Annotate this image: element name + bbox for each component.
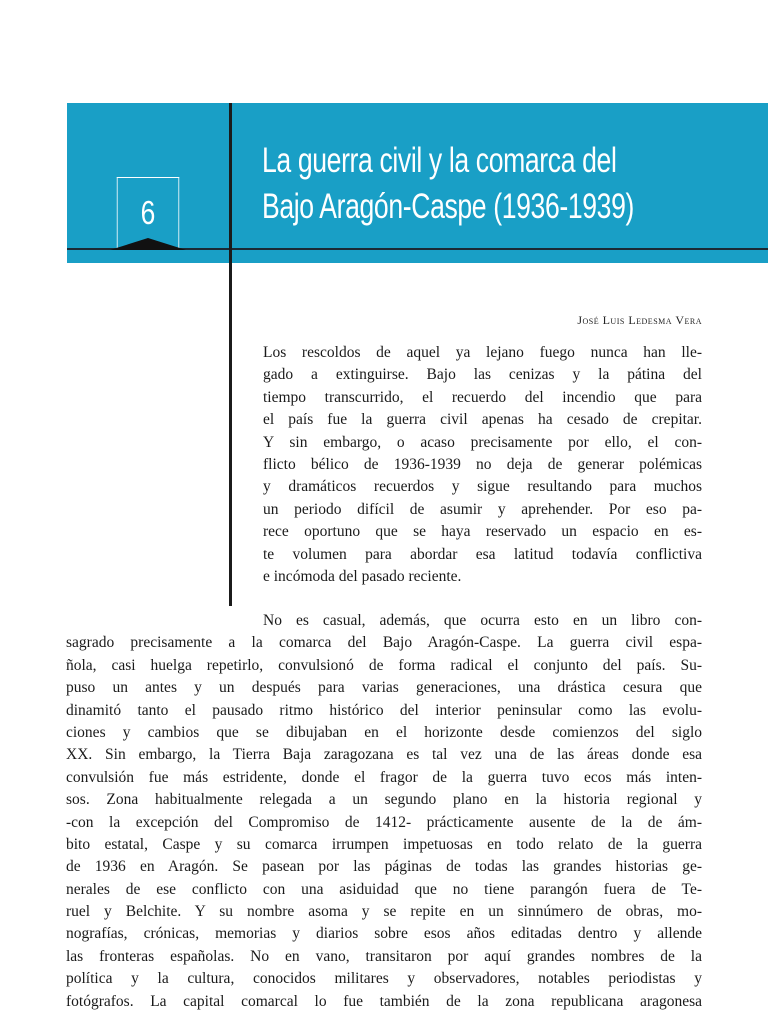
chapter-author: José Luis Ledesma Vera xyxy=(577,313,702,327)
text-line: ñola, casi huelga repetirlo, convulsionó de forma radical el conjunto del país. Su- xyxy=(66,656,702,674)
text-line: fotógrafos. La capital comarcal lo fue también de la zona republicana aragonesa xyxy=(66,992,702,1010)
chapter-marker-triangle xyxy=(110,238,186,250)
text-line: el país fue la guerra civil apenas ha cesado de crepitar. xyxy=(263,411,702,429)
text-line: e incómoda del pasado reciente. xyxy=(263,567,462,585)
text-line: ruel y Belchite. Y su nombre asoma y se repite en un sinnúmero de obras, mo- xyxy=(66,903,702,921)
text-line: nerales de ese conflicto con una asiduidad que no tiene parangón fuera de Te- xyxy=(66,880,702,898)
text-line: y dramáticos recuerdos y sigue resultando para muchos xyxy=(263,478,702,496)
chapter-title-line: La guerra civil y la comarca del xyxy=(262,141,617,180)
text-line: Y sin embargo, o acaso precisamente por ello, el con- xyxy=(263,433,702,451)
text-line: -con la excepción del Compromiso de 1412- prácticamente ausente de la de ám- xyxy=(66,813,702,831)
chapter-title-line: Bajo Aragón-Caspe (1936-1939) xyxy=(262,187,634,226)
text-line: sagrado precisamente a la comarca del Bajo Aragón-Caspe. La guerra civil espa- xyxy=(66,634,702,652)
text-line: convulsión fue más estridente, donde el fragor de la guerra tuvo ecos más inten- xyxy=(66,768,702,786)
text-line: dinamitó tanto el pausado ritmo histórico del interior peninsular como las evolu- xyxy=(66,701,702,719)
text-line: nografías, crónicas, memorias y diarios sobre esos años editadas dentro y allende xyxy=(66,925,702,943)
chapter-number: 6 xyxy=(117,177,179,249)
text-line: rece oportuno que se haya reservado un espacio en es- xyxy=(263,523,702,541)
text-line: XX. Sin embargo, la Tierra Baja zaragozana es tal vez una de las áreas donde esa xyxy=(66,746,702,764)
text-line: sos. Zona habitualmente relegada a un segundo plano en la historia regional y xyxy=(66,791,702,809)
text-line: ciones y cambios que se dibujaban en el horizonte desde comienzos del siglo xyxy=(66,723,702,741)
text-line: bito estatal, Caspe y su comarca irrumpen impetuosas en todo relato de la guerra xyxy=(66,835,702,853)
text-line: las fronteras españolas. No en vano, transitaron por aquí grandes nombres de la xyxy=(66,947,702,965)
text-line: puso un antes y un después para varias generaciones, una drástica cesura que xyxy=(66,679,702,697)
text-line: te volumen para abordar esa latitud todavía conflictiva xyxy=(263,545,702,563)
text-line: flicto bélico de 1936-1939 no deja de generar polémicas xyxy=(263,455,702,473)
vertical-rule xyxy=(229,103,232,606)
intro-paragraph xyxy=(263,342,702,588)
text-line: No es casual, además, que ocurra esto en un libro con- xyxy=(263,612,702,629)
text-line: Los rescoldos de aquel ya lejano fuego nunca han lle- xyxy=(263,344,702,361)
chapter-title xyxy=(262,138,634,230)
text-line: política y la cultura, conocidos militares y observadores, notables periodistas y xyxy=(66,970,702,988)
text-line: tiempo transcurrido, el recuerdo del incendio que para xyxy=(263,388,702,406)
text-line: de 1936 en Aragón. Se pasean por las páginas de todas las grandes historias ge- xyxy=(66,858,702,876)
text-line: un periodo difícil de asumir y aprehender. Por eso pa- xyxy=(263,500,702,518)
text-line: gado a extinguirse. Bajo las cenizas y la pátina del xyxy=(263,366,702,384)
body-paragraph xyxy=(66,610,702,1013)
